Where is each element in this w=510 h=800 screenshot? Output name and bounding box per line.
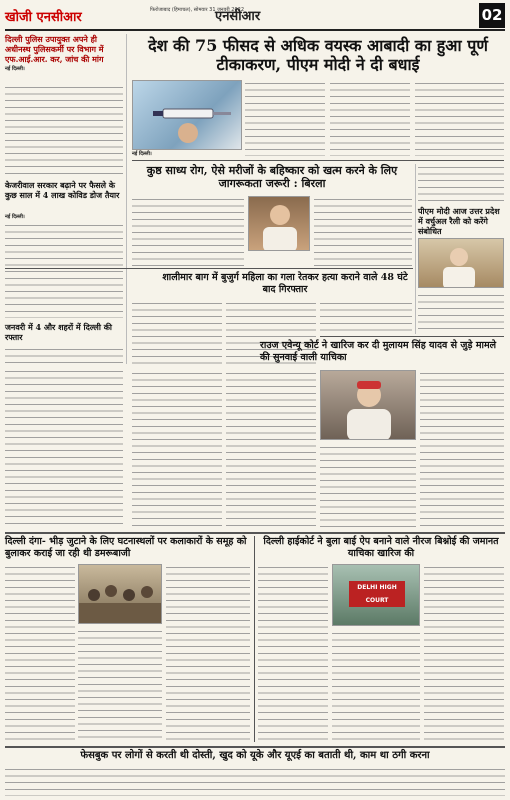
article-text bbox=[5, 84, 123, 174]
page-number: 02 bbox=[479, 3, 505, 28]
footer-text bbox=[5, 766, 505, 796]
dateline: नई दिल्ली। bbox=[5, 214, 25, 220]
pm-photo bbox=[418, 238, 504, 288]
divider bbox=[320, 336, 504, 337]
headline-kejriwal: केजरीवाल सरकार बढ़ाने पर फैसले के कुछ साल में 4 लाख कोविड डोज तैयार bbox=[5, 180, 120, 200]
shalimar-headline: शालीमार बाग में बुजुर्ग महिला का गला रेतकर हत्या कराने वाले 48 घंटे बाद गिरफ्तार bbox=[162, 272, 408, 295]
rouse-text bbox=[320, 444, 416, 528]
hc-text bbox=[424, 564, 504, 742]
kushth-headline: कुष्ठ साध्य रोग, ऐसे मरीजों के बहिष्कार को खत्म करने के लिए जागरूकता जरूरी : बिरला bbox=[146, 164, 398, 190]
left-column bbox=[5, 34, 123, 364]
riot-text bbox=[78, 628, 162, 742]
rouse-text bbox=[420, 370, 504, 528]
kushth-text bbox=[132, 196, 244, 266]
brand-logo: खोजी एनसीआर bbox=[5, 10, 82, 25]
rouse-text bbox=[226, 370, 316, 528]
dateline: नई दिल्ली। bbox=[132, 151, 152, 157]
lead-text bbox=[415, 80, 504, 156]
mulayam-illustration bbox=[321, 371, 416, 440]
left-text bbox=[5, 368, 123, 528]
lead-headline: देश की 75 फीसद से अधिक वयस्क आबादी का हुआ पूर्ण टीकाकरण, पीएम मोदी ने दी बधाई bbox=[148, 36, 488, 74]
pm-illustration bbox=[419, 239, 504, 288]
crowd-illustration bbox=[79, 565, 162, 624]
rouse-headline: राउज एवेन्यू कोर्ट ने खारिज कर दी मुलायम सिंह यादव से जुड़े मामले की सुनवाई वाली याचिका bbox=[260, 340, 497, 363]
court-photo bbox=[332, 564, 420, 626]
shalimar-text bbox=[132, 300, 222, 366]
vaccine-photo bbox=[132, 80, 242, 150]
court-sign: DELHI HIGH COURT bbox=[349, 581, 405, 607]
riot-text bbox=[5, 564, 75, 742]
issue-date: फिरोजाबाद (हिमाचल), सोमवार 31 जनवरी 2022 bbox=[150, 7, 245, 13]
shalimar-text bbox=[132, 370, 222, 528]
divider bbox=[5, 268, 413, 269]
hc-headline: दिल्ली हाईकोर्ट ने बुला बाई ऐप बनाने वाले नीरज बिश्नोई की जमानत याचिका खारिज की bbox=[263, 536, 499, 559]
masthead bbox=[5, 3, 505, 31]
article-text bbox=[5, 222, 123, 318]
mulayam-photo bbox=[320, 370, 416, 440]
prior-text bbox=[418, 164, 504, 202]
section-title: एनसीआर bbox=[215, 9, 261, 24]
divider bbox=[5, 532, 505, 534]
divider bbox=[132, 160, 504, 161]
headline-january: जनवरी में 4 और शहरों में दिल्ली की रफ्तार bbox=[5, 322, 112, 342]
lead-text bbox=[330, 80, 410, 156]
hc-text bbox=[258, 564, 328, 742]
lead-text bbox=[245, 80, 325, 156]
column-rule bbox=[254, 536, 255, 742]
pm-rally-headline: पीएम मोदी आज उत्तर प्रदेश में वर्चुअल रैली को करेंगे संबोधित bbox=[418, 206, 500, 236]
speaker-photo bbox=[248, 196, 310, 251]
hc-text bbox=[332, 630, 420, 742]
pm-rally-text bbox=[418, 292, 504, 334]
column-rule bbox=[126, 34, 127, 364]
dateline: नई दिल्ली। bbox=[5, 66, 25, 72]
riot-text bbox=[166, 564, 250, 742]
riot-headline: दिल्ली दंगा- भीड़ जुटाने के लिए घटनास्थलों पर कलाकारों के समूह को बुलाकर कराई जा रही थी डमरूबाजी bbox=[5, 536, 247, 559]
shalimar-text bbox=[320, 300, 412, 334]
speaker-illustration bbox=[249, 197, 310, 251]
riot-photo bbox=[78, 564, 162, 624]
footer-headline: फेसबुक पर लोगों से करती थी दोस्ती, खुद को यूके और यूएई का बताती थी, काम था ठगी करना bbox=[80, 750, 430, 761]
divider bbox=[5, 746, 505, 748]
headline-police: दिल्ली पुलिस उपायुक्त अपने ही अधीनस्थ पुलिसकर्मी पर विभाग में एफ.आई.आर. कर, जांच की मांग bbox=[5, 34, 104, 64]
syringe-illustration bbox=[133, 81, 242, 150]
column-rule bbox=[415, 164, 416, 334]
article-text bbox=[5, 346, 123, 364]
kushth-text bbox=[314, 196, 412, 266]
